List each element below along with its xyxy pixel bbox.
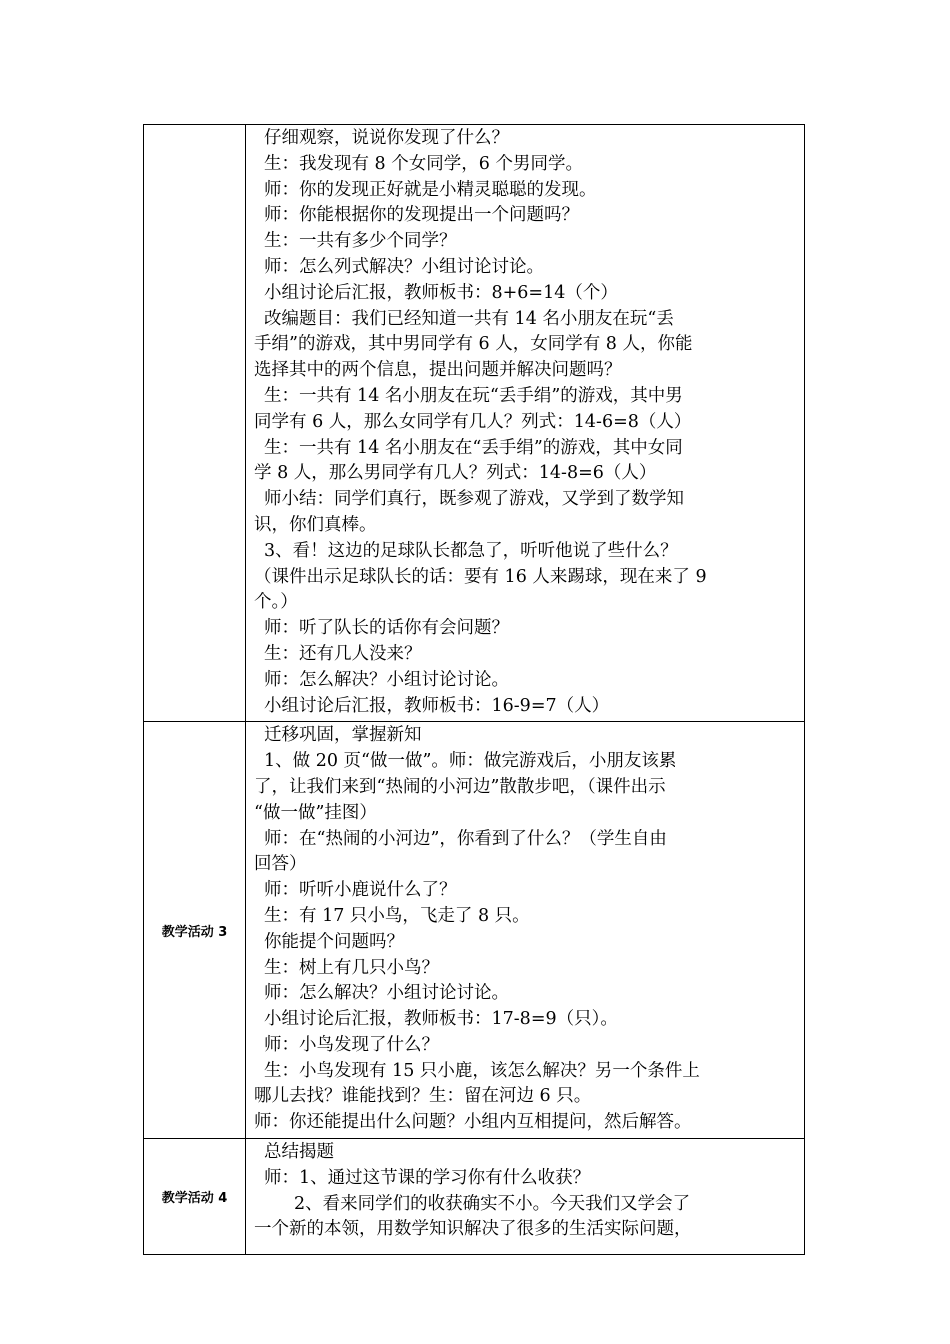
text-line: 小组讨论后汇报，教师板书：16-9=7（人）: [264, 695, 610, 716]
text-line: 一个新的本领，用数学知识解决了很多的生活实际问题，: [254, 1219, 692, 1240]
row-content: [246, 1139, 805, 1255]
row-label: 教学活动 3: [144, 722, 246, 1139]
text-line: 师：怎么解决？小组讨论讨论。: [264, 983, 509, 1004]
row-label: [144, 125, 246, 722]
text-line: 师：怎么列式解决？小组讨论讨论。: [264, 256, 544, 277]
text-line: （课件出示足球队长的话：要有 16 人来踢球，现在来了 9: [254, 566, 707, 587]
text-line: 生：小鸟发现有 15 只小鹿，该怎么解决？另一个条件上: [264, 1060, 700, 1081]
text-line: 你能提个问题吗？: [264, 931, 404, 952]
text-line: 仔细观察，说说你发现了什么？: [264, 128, 509, 148]
text-line: 生：一共有多少个同学？: [264, 231, 457, 252]
text-line: 2、看来同学们的收获确实不小。今天我们又学会了: [294, 1193, 691, 1214]
text-line: 迁移巩固，掌握新知: [264, 725, 422, 746]
text-line: 选择其中的两个信息，提出问题并解决问题吗？: [254, 360, 622, 381]
text-line: 识，你们真棒。: [254, 514, 377, 535]
table-row: [144, 1139, 805, 1255]
table-row: [144, 722, 805, 1139]
row-content: [246, 722, 805, 1139]
text-line: 师：你能根据你的发现提出一个问题吗？: [264, 205, 579, 226]
text-line: 学 8 人，那么男同学有几人？列式：14-8=6（人）: [254, 463, 657, 484]
text-line: 生：树上有几只小鸟？: [264, 957, 439, 978]
text-line: “做一做”挂图）: [254, 802, 377, 823]
text-line: 回答）: [254, 854, 307, 875]
text-line: 师：小鸟发现了什么？: [264, 1034, 439, 1055]
table-row: [144, 125, 805, 722]
text-line: 师：1、通过这节课的学习你有什么收获？: [264, 1167, 591, 1188]
text-line: 哪儿去找？谁能找到？生：留在河边 6 只。: [254, 1086, 592, 1107]
text-line: 师：听听小鹿说什么了？: [264, 880, 457, 901]
text-line: 手绢”的游戏，其中男同学有 6 人，女同学有 8 人，你能: [254, 334, 693, 355]
text-line: 生：一共有 14 名小朋友在玩“丢手绢”的游戏，其中男: [264, 385, 683, 406]
text-line: 师：你还能提出什么问题？小组内互相提问，然后解答。: [254, 1112, 692, 1133]
text-line: 总结揭题: [264, 1142, 334, 1163]
text-line: 生：有 17 只小鸟，飞走了 8 只。: [264, 905, 530, 926]
text-line: 生：还有几人没来？: [264, 643, 422, 664]
text-line: 3、看！这边的足球队长都急了，听听他说了些什么？: [264, 540, 678, 561]
text-line: 师：听了队长的话你有会问题？: [264, 618, 509, 639]
text-line: 师小结：同学们真行，既参观了游戏，又学到了数学知: [264, 489, 684, 510]
lesson-plan-table: [143, 124, 805, 1255]
text-line: 师：怎么解决？小组讨论讨论。: [264, 669, 509, 690]
text-line: 改编题目：我们已经知道一共有 14 名小朋友在玩“丢: [264, 308, 674, 329]
text-line: 个。）: [254, 592, 298, 613]
text-line: 小组讨论后汇报，教师板书：17-8=9（只）。: [264, 1009, 618, 1030]
row-label: 教学活动 4: [144, 1139, 246, 1255]
text-line: 生：我发现有 8 个女同学，6 个男同学。: [264, 153, 583, 174]
text-line: 同学有 6 人，那么女同学有几人？列式：14-6=8（人）: [254, 411, 692, 432]
text-line: 小组讨论后汇报，教师板书：8+6=14（个）: [264, 282, 618, 303]
text-line: 师：在“热闹的小河边”，你看到了什么？（学生自由: [264, 828, 667, 849]
text-line: 师：你的发现正好就是小精灵聪聪的发现。: [264, 179, 597, 200]
text-line: 生：一共有 14 名小朋友在“丢手绢”的游戏，其中女同: [264, 437, 683, 458]
row-content: [246, 125, 805, 722]
text-line: 1、做 20 页“做一做”。师：做完游戏后，小朋友该累: [264, 751, 677, 772]
text-line: 了，让我们来到“热闹的小河边”散散步吧，（课件出示: [254, 776, 666, 797]
